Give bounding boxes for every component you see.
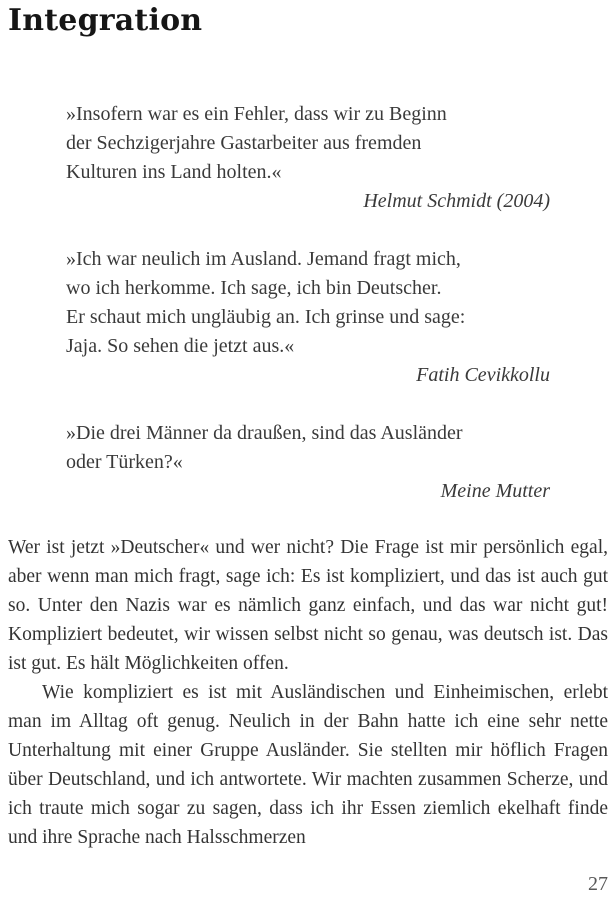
quote-text [66,100,550,187]
body-text [8,533,608,852]
quote-line: oder Türken?« [66,451,183,473]
epigraph-block [66,100,550,506]
epigraph-quote-3 [66,419,550,506]
quote-attribution: Meine Mutter [440,480,550,502]
chapter-title: Integration [8,3,203,38]
quote-line: der Sechzigerjahre Gastarbeiter aus fremden [66,132,422,154]
quote-text [66,419,550,477]
quote-line: »Ich war neulich im Ausland. Jemand fragt mich, [66,248,461,270]
page-number: 27 [588,873,608,895]
quote-attribution: Fatih Cevikkollu [416,364,550,386]
quote-text [66,245,550,361]
quote-line: Er schaut mich ungläubig an. Ich grinse und sage: [66,306,466,328]
epigraph-quote-2 [66,245,550,390]
quote-line: Jaja. So sehen die jetzt aus.« [66,335,295,357]
paragraph: Wie kompliziert es ist mit Ausländischen und Einheimischen, erlebt man im Alltag oft genug. Neulich in der Bahn hatte ich eine sehr nette Unterhaltung mit einer Gruppe Ausländer. Sie stellten mir höflich Fragen über Deutschland, und ich antwortete. Wir machten zusammen Scherze, und ich traute mich sogar zu sagen, dass ich ihr Essen ziemlich ekelhaft finde und ihre Sprache nach Halsschmerzen [8,682,608,848]
paragraph: Wer ist jetzt »Deutscher« und wer nicht? Die Frage ist mir persönlich egal, aber wenn man mich fragt, sage ich: Es ist kompliziert, und das ist auch gut so. Unter den Nazis war es nämlich ganz einfach, und das war nicht gut! Kompliziert bedeutet, wir wissen selbst nicht so genau, was deutsch ist. Das ist gut. Es hält Möglichkeiten offen. [8,537,608,674]
quote-line: »Insofern war es ein Fehler, dass wir zu Beginn [66,103,447,125]
quote-attribution: Helmut Schmidt (2004) [363,190,550,212]
epigraph-quote-1 [66,100,550,216]
quote-line: »Die drei Männer da draußen, sind das Ausländer [66,422,463,444]
quote-line: Kulturen ins Land holten.« [66,161,282,183]
quote-line: wo ich herkomme. Ich sage, ich bin Deutscher. [66,277,442,299]
